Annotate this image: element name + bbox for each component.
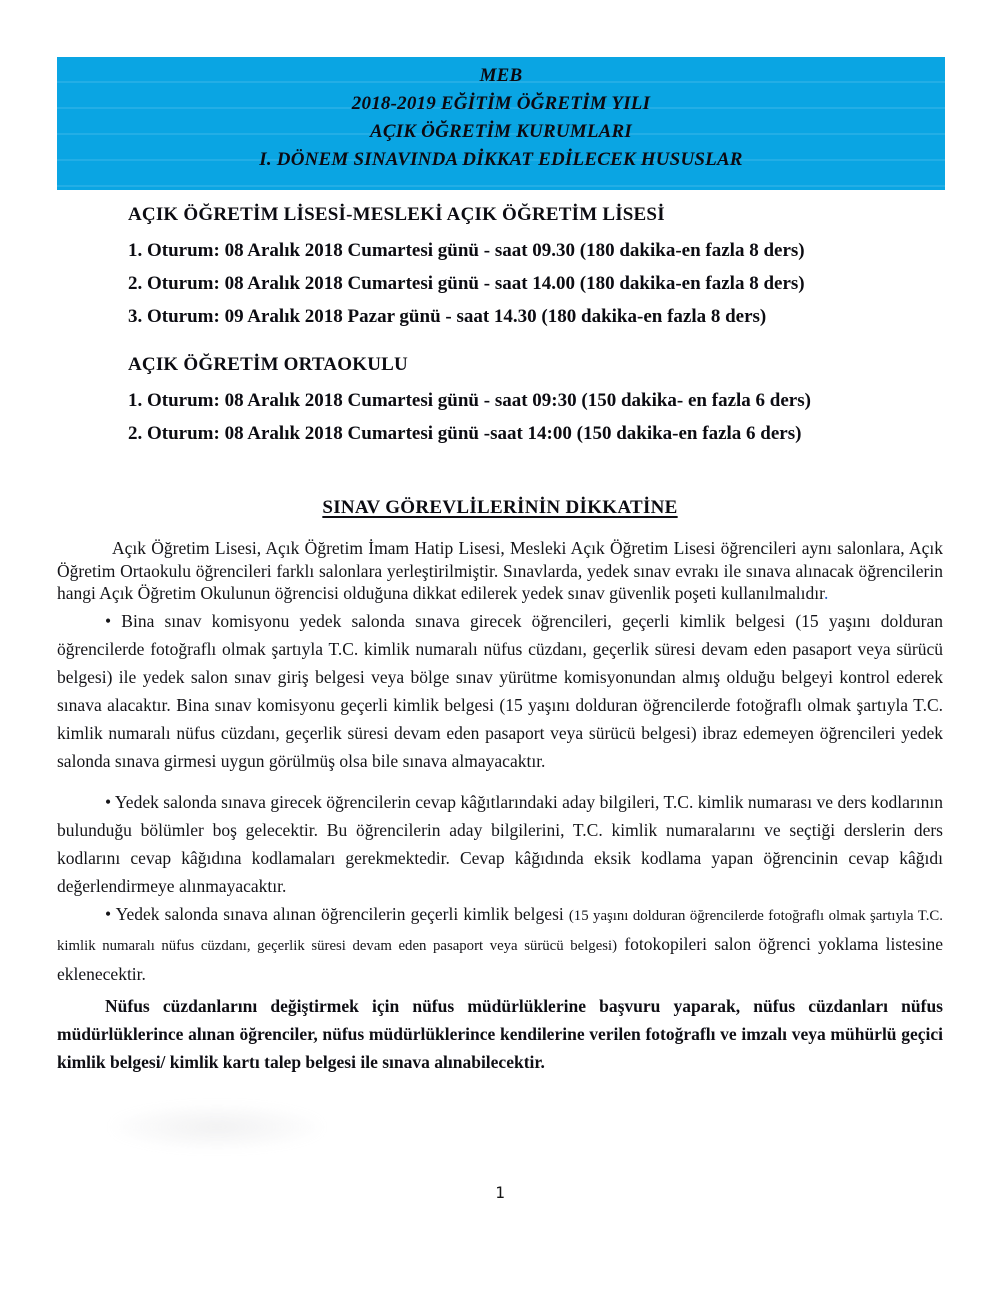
section-lise-title: AÇIK ÖĞRETİM LİSESİ-MESLEKİ AÇIK ÖĞRETİM LİSESİ (128, 204, 665, 225)
bullet-photocopies-parenthetical: (15 yaşını dolduran öğrencilerde fotoğraflı olmak şartıyla T.C. kimlik numaralı nüfus cüzdanı, geçerlik süresi devam eden pasaport veya sürücü belgesi) (57, 907, 943, 954)
ortaokul-session-1: 1. Oturum: 08 Aralık 2018 Cumartesi günü - saat 09:30 (150 dakika- en fazla 6 ders) (128, 390, 811, 411)
section-ortaokul (128, 352, 943, 444)
scan-artifact (112, 1104, 322, 1150)
lise-session-1: 1. Oturum: 08 Aralık 2018 Cumartesi günü - saat 09.30 (180 dakika-en fazla 8 ders) (128, 240, 805, 261)
bullet-identity-check: • Bina sınav komisyonu yedek salonda sınava girecek öğrencileri, geçerli kimlik belgesi (15 yaşını dolduran öğrencilerde fotoğraflı olmak şartıyla T.C. kimlik numaralı nüfus cüzdanı, geçerlik süresi devam eden pasaport veya sürücü belgesi) ile yedek salon sınav giriş belgesi veya bölge sınav yürütme komisyonundan almış olduğu belgeyi kontrol ederek sınava alacaktır. Bina sınav komisyonu geçerli kimlik belgesi (15 yaşını dolduran öğrencilerde fotoğraflı olmak şartıyla T.C. kimlik numaralı nüfus cüzdanı, geçerlik süresi devam eden pasaport veya sürücü belgesi) ibraz edemeyen öğrencileri yedek salonda sınava girmesi uygun görülmüş olsa bile sınava almayacaktır. (57, 610, 943, 771)
page-number: 1 (495, 1183, 505, 1202)
section-lise (128, 202, 943, 327)
section-ortaokul-title: AÇIK ÖĞRETİM ORTAOKULU (128, 354, 408, 375)
banner-line-meb: MEB (479, 65, 523, 86)
ortaokul-session-2: 2. Oturum: 08 Aralık 2018 Cumartesi günü -saat 14:00 (150 dakika-en fazla 6 ders) (128, 423, 802, 444)
bullet-photocopies-prefix: • Yedek salonda sınava alınan öğrencilerin geçerli kimlik belgesi (105, 903, 569, 924)
document-body (57, 190, 943, 1076)
notice-heading-text: SINAV GÖREVLİLERİNİN DİKKATİNE (322, 497, 678, 518)
bullet-answer-sheet: • Yedek salonda sınava girecek öğrencilerin cevap kâğıtlarındaki aday bilgileri, T.C. kimlik numarası ve ders kodlarının bulunduğu bölümler boş gelecektir. Bu öğrencilerin aday bilgilerini, T.C. kimlik numaralarını ve seçtiği derslerin ders kodlarını cevap kâğıdına kodlamaları gerekmektedir. Cevap kâğıdında eksik kodlama yapan öğrencinin cevap kâğıdı değerlendirmeye alınmayacaktır. (57, 791, 943, 896)
banner-line-subject: I. DÖNEM SINAVINDA DİKKAT EDİLECEK HUSUSLAR (259, 149, 743, 170)
final-bold-paragraph: Nüfus cüzdanlarını değiştirmek için nüfus müdürlüklerine başvuru yaparak, nüfus cüzdanları nüfus müdürlüklerince alınan öğrenciler, nüfus müdürlüklerince kendilerine verilen fotoğraflı ve imzalı veya mühürlü geçici kimlik belgesi/ kimlik kartı talep belgesi ile sınava alınabilecektir. (57, 995, 943, 1072)
header-banner (57, 57, 945, 190)
intro-paragraph-text: Açık Öğretim Lisesi, Açık Öğretim İmam Hatip Lisesi, Mesleki Açık Öğretim Lisesi öğrencileri aynı salonlara, Açık Öğretim Ortaokulu öğrencileri farklı salonlara yerleştirilmiştir. Sınavlarda, yedek sınav evrakı ile sınava alınacak öğrencilerin hangi Açık Öğretim Okulunun öğrencisi olduğuna dikkat edilerek yedek sınav güvenlik poşeti kullanılmalıdır (57, 538, 943, 603)
notice-heading (57, 496, 943, 520)
lise-session-2: 2. Oturum: 08 Aralık 2018 Cumartesi günü - saat 14.00 (180 dakika-en fazla 8 ders) (128, 273, 805, 294)
intro-paragraph (57, 537, 943, 605)
intro-paragraph-blue-period: . (823, 583, 829, 603)
bullet-photocopies-suffix: fotokopileri salon öğrenci yoklama listesine eklenecektir. (57, 933, 943, 984)
lise-session-3: 3. Oturum: 09 Aralık 2018 Pazar günü - saat 14.30 (180 dakika-en fazla 8 ders) (128, 306, 767, 327)
bullet-photocopies (57, 900, 943, 988)
banner-line-year: 2018-2019 EĞİTİM ÖĞRETİM YILI (351, 93, 651, 114)
banner-line-institutions: AÇIK ÖĞRETİM KURUMLARI (369, 121, 633, 142)
